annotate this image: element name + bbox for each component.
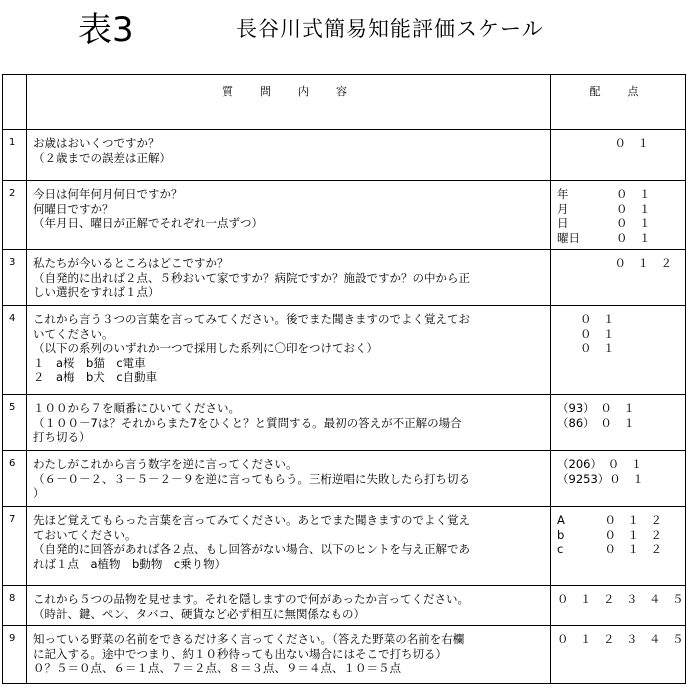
score-line [557, 592, 684, 607]
table-row [3, 250, 686, 306]
question-number: 2 [3, 181, 27, 250]
question-number: 1 [3, 130, 27, 181]
question-content-cell [27, 451, 551, 507]
table-row [3, 130, 686, 181]
question-content-cell [27, 586, 551, 626]
score-values: ０ １ [593, 216, 651, 230]
question-number: 4 [3, 306, 27, 395]
score-line [557, 231, 679, 246]
assessment-table [2, 74, 686, 684]
score-values: ０ １ [593, 230, 651, 245]
score-cell [551, 586, 686, 626]
score-line [557, 256, 679, 271]
score-line [557, 327, 679, 342]
score-line [557, 513, 679, 528]
score-label: 月 [557, 201, 569, 216]
question-line: （時計、鍵、ペン、タバコ、硬貨など必ず相互に無関係なもの） [33, 606, 366, 621]
question-line: ０？５＝０点、６＝１点、７＝２点、８＝３点、９＝４点、１０＝５点 [33, 661, 401, 675]
question-line: れば１点 a植物 b動物 c乗り物） [33, 556, 227, 571]
score-cell [551, 250, 686, 306]
question-line: わたしがこれから言う数字を逆に言ってください。 [33, 457, 298, 471]
score-label: A [557, 513, 565, 527]
table-row [3, 451, 686, 507]
question-line: （自発的に回答があれば各２点、もし回答がない場合、以下のヒントを与え正解であ [33, 542, 470, 556]
score-values: ０ １ [557, 326, 615, 341]
question-number: 7 [3, 507, 27, 586]
question-line: しい選択をすれば１点） [33, 285, 160, 299]
header-content-label: 質 問 内 容 [222, 85, 355, 98]
header-score-label: 配 点 [589, 85, 647, 98]
question-line: （以下の系列のいずれか一つで採用した系列に〇印をつけておく） [33, 341, 378, 355]
score-line [557, 216, 679, 231]
question-line: 打ち切る） [33, 430, 91, 444]
score-values: （206） ０ １ [557, 457, 643, 471]
score-cell [551, 507, 686, 586]
score-line [557, 202, 679, 217]
question-line: １００から７を順番にひいてください。 [33, 401, 240, 415]
score-values: ０ １ [557, 341, 615, 355]
question-line: （自発的に出れば２点、５秒おいて家ですか？病院ですか？施設ですか？の中から正 [33, 270, 470, 285]
question-line: に記入する。途中でつまり、約１０秒待っても出ない場合にはそこで打ち切る） [33, 646, 447, 661]
question-content-cell [27, 181, 551, 250]
question-line: 今日は何年何月何日ですか？ [33, 187, 183, 201]
score-cell [551, 451, 686, 507]
score-line [557, 187, 679, 202]
score-values: ０ １ [557, 312, 615, 326]
header-content-cell [27, 75, 551, 130]
score-cell [551, 395, 686, 451]
table-row [3, 586, 686, 626]
question-line: いてください。 [33, 326, 114, 341]
table-number-label: 表3 [78, 10, 134, 50]
score-values: （9253）０ １ [557, 471, 644, 486]
table-row [3, 181, 686, 250]
score-label: c [557, 542, 564, 556]
question-number: 6 [3, 451, 27, 507]
table-body [3, 130, 686, 684]
question-content-cell [27, 250, 551, 306]
table-header-row [3, 75, 686, 130]
page-title: 長谷川式簡易知能評価スケール [236, 17, 544, 41]
question-content-cell [27, 306, 551, 395]
score-values: （93） ０ １ [557, 401, 635, 415]
score-line [557, 632, 684, 647]
score-line [557, 136, 679, 151]
score-values: ０ １ [557, 136, 649, 150]
question-line: １ a桜 b猫 c電車 [33, 355, 146, 370]
table-row [3, 626, 686, 684]
score-line [557, 312, 679, 327]
score-values: ０ １ ２ [593, 542, 662, 556]
score-line [557, 416, 679, 431]
question-line: お歳はおいくつですか？ [33, 136, 160, 150]
question-content-cell [27, 395, 551, 451]
table-row [3, 306, 686, 395]
question-content-cell [27, 130, 551, 181]
question-content-cell [27, 626, 551, 684]
question-line: （６－０－２、３－５－２－９を逆に言ってもらう。三桁逆唱に失敗したら打ち切る [33, 471, 470, 486]
score-cell [551, 626, 686, 684]
score-values: ０ １ [593, 187, 651, 201]
score-label: 曜日 [557, 230, 580, 245]
score-cell [551, 306, 686, 395]
score-line [557, 457, 679, 472]
score-values: ０ １ ２ [593, 527, 662, 542]
question-number: 3 [3, 250, 27, 306]
score-values: ０ １ ２ [593, 513, 662, 527]
question-line: （１００－7は？それからまた7をひくと？と質問する。最初の答えが不正解の場合 [33, 415, 462, 430]
header-num-cell [3, 75, 27, 130]
score-values: ０ １ ２ ３ ４ ５ [557, 632, 684, 646]
question-line: これから５つの品物を見せます。それを隠しますので何があったか言ってください。 [33, 592, 469, 606]
question-line: 知っている野菜の名前をできるだけ多く言ってください。（答えた野菜の名前を右欄 [33, 632, 465, 646]
question-line: 何曜日ですか？ [33, 201, 114, 216]
score-line [557, 341, 679, 356]
score-values: ０ １ ２ [557, 256, 672, 270]
question-line: ておいてください。 [33, 527, 137, 542]
score-line [557, 401, 679, 416]
question-line: 先ほど覚えてもらった言葉を言ってみてください。あとでまた聞きますのでよく覚え [33, 513, 470, 527]
score-cell [551, 130, 686, 181]
score-values: ０ １ ２ ３ ４ ５ [557, 592, 684, 606]
score-line [557, 528, 679, 543]
question-number: 8 [3, 586, 27, 626]
table-row [3, 395, 686, 451]
header-score-cell [551, 75, 686, 130]
question-line: ） [33, 486, 45, 500]
question-line: ２ a梅 b犬 c自動車 [33, 370, 158, 384]
score-line [557, 472, 679, 487]
question-line: 私たちが今いるところはどこですか？ [33, 256, 229, 270]
question-content-cell [27, 507, 551, 586]
question-number: 9 [3, 626, 27, 684]
score-line [557, 542, 679, 557]
question-line: （年月日、曜日が正解でそれぞれ一点ずつ） [33, 216, 263, 230]
score-label: 年 [557, 187, 569, 201]
score-cell [551, 181, 686, 250]
question-line: これから言う３つの言葉を言ってみてください。後でまた聞きますのでよく覚えてお [33, 312, 470, 326]
score-values: （86） ０ １ [557, 415, 635, 430]
score-label: 日 [557, 216, 569, 230]
question-number: 5 [3, 395, 27, 451]
question-line: （２歳までの誤差は正解） [33, 150, 171, 165]
table-row [3, 507, 686, 586]
score-values: ０ １ [593, 201, 651, 216]
score-label: b [557, 527, 565, 542]
